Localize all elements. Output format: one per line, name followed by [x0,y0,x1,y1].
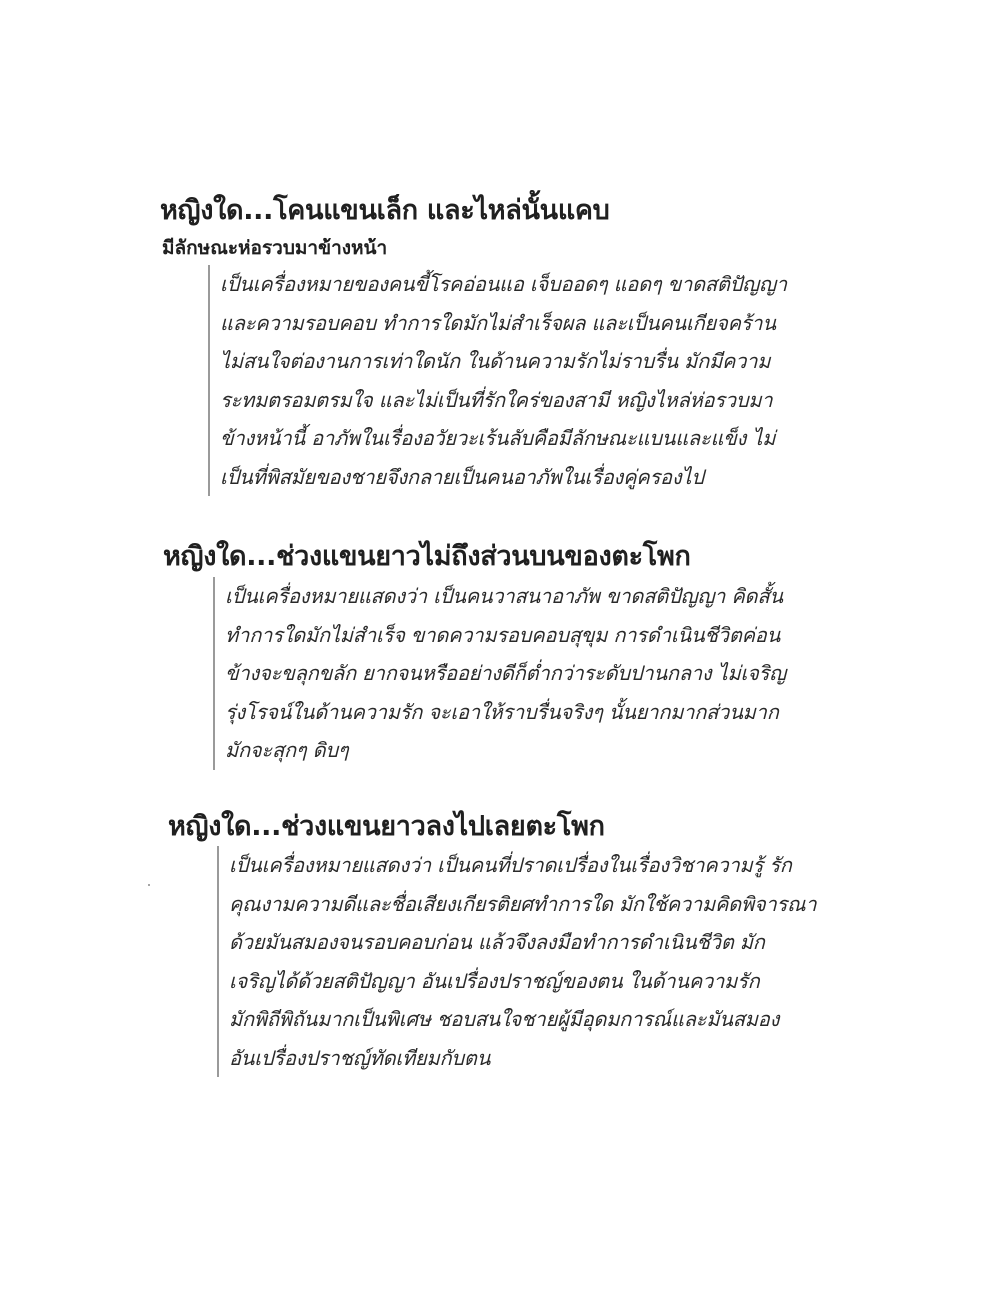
paragraph-line: ข้างจะขลุกขลัก ยากจนหรืออย่างดีก็ต่ำกว่าระดับปานกลาง ไม่เจริญ [225,661,787,685]
paragraph-line: เป็นเครื่องหมายแสดงว่า เป็นคนที่ปราดเปรื่องในเรื่องวิชาความรู้ รัก [229,853,792,877]
section-1-heading: หญิงใด...โคนแขนเล็ก และไหล่นั้นแคบ [160,195,610,226]
paragraph-line: มักจะสุกๆ ดิบๆ [225,738,349,762]
paragraph-line: เป็นที่พิสมัยของชายจึงกลายเป็นคนอาภัพในเรื่องคู่ครองไป [220,464,704,489]
paragraph-line: อันเปรื่องปราชญ์ทัดเทียมกับตน [229,1045,491,1070]
paragraph-line: มักพิถีพิถันมากเป็นพิเศษ ชอบสนใจชายผู้มีอุดมการณ์และมันสมอง [229,1007,780,1031]
section-1-paragraph [208,265,787,496]
section-2-heading: หญิงใด...ช่วงแขนยาวไม่ถึงส่วนบนของตะโพก [163,541,691,572]
section-1-subheading: มีลักษณะห่อรวบมาข้างหน้า [162,237,388,259]
section-2-paragraph [213,577,786,770]
paragraph-line: ไม่สนใจต่องานการเท่าใดนัก ในด้านความรักไม่ราบรื่น มักมีความ [220,349,771,373]
scan-speck [148,884,150,886]
paragraph-line: ข้างหน้านี้ อาภัพในเรื่องอวัยวะเร้นลับคือมีลักษณะแบนและแข็ง ไม่ [220,426,776,450]
paragraph-line: เจริญได้ด้วยสติปัญญา อันเปรื่องปราชญ์ของตน ในด้านความรัก [229,968,760,993]
paragraph-line: และความรอบคอบ ทำการใดมักไม่สำเร็จผล และเป็นคนเกียจคร้าน [220,310,776,335]
paragraph-line: ระทมตรอมตรมใจ และไม่เป็นที่รักใคร่ของสามี หญิงไหล่ห่อรวบมา [220,387,773,412]
paragraph-line: ด้วยมันสมองจนรอบคอบก่อน แล้วจึงลงมือทำการดำเนินชีวิต มัก [229,930,765,954]
paragraph-line: คุณงามความดีและชื่อเสียงเกียรติยศทำการใด มักใช้ความคิดพิจารณา [229,891,817,916]
section-3-heading: หญิงใด...ช่วงแขนยาวลงไปเลยตะโพก [168,811,605,842]
paragraph-line: ทำการใดมักไม่สำเร็จ ขาดความรอบคอบสุขุม การดำเนินชีวิตค่อน [225,622,781,647]
paragraph-line: เป็นเครื่องหมายของคนขี้โรคอ่อนแอ เจ็บออดๆ แอดๆ ขาดสติปัญญา [220,272,787,296]
section-3-paragraph [217,846,816,1077]
paragraph-line: เป็นเครื่องหมายแสดงว่า เป็นคนวาสนาอาภัพ ขาดสติปัญญา คิดสั้น [225,584,783,608]
paragraph-line: รุ่งโรจน์ในด้านความรัก จะเอาให้ราบรื่นจริงๆ นั้นยากมากส่วนมาก [225,699,779,724]
